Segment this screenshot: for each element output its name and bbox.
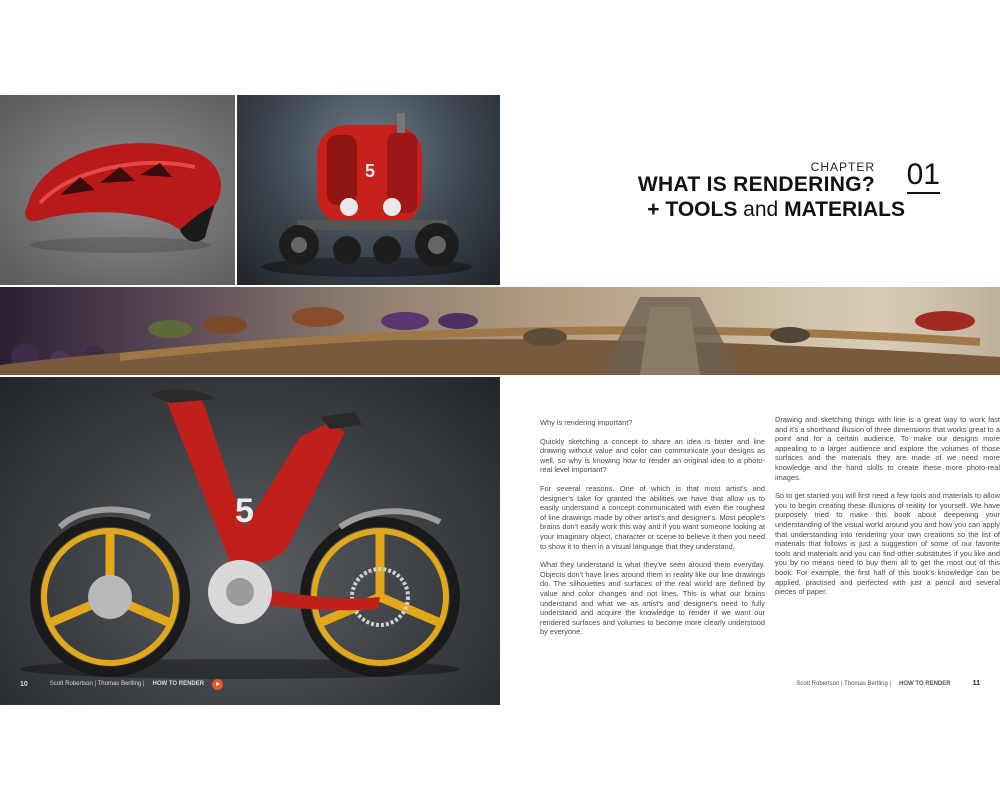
creatures-panorama-image <box>0 287 1000 375</box>
chapter-title-materials: MATERIALS <box>784 198 905 221</box>
robot-number: 5 <box>365 161 376 181</box>
chapter-number: 01 <box>907 160 940 194</box>
body-text-right-column <box>775 415 1000 606</box>
left-page-number: 10 <box>20 680 28 688</box>
right-page-footer <box>796 680 980 687</box>
chapter-heading <box>560 160 950 230</box>
chapter-title-line1: WHAT IS RENDERING? <box>637 173 875 196</box>
right-page-number: 11 <box>972 680 980 687</box>
bike-number: 5 <box>235 492 254 530</box>
footer-book-title-left: HOW TO RENDER <box>152 681 205 687</box>
footer-authors-left: Scott Robertson | Thomas Bertling | <box>49 681 145 687</box>
footer-authors-right: Scott Robertson | Thomas Bertling | <box>796 680 892 687</box>
book-spread <box>0 95 1000 705</box>
robot-vehicle-image <box>237 95 500 285</box>
body-paragraph: Why is rendering important? <box>540 418 633 427</box>
chapter-title-line2 <box>647 198 905 222</box>
body-paragraph: Drawing and sketching things with line is a great way to work fast and it's a shorthand illusion of three dimensions that works great to a point and for a certain audience. To make our designs more appealing to a larger audience and explore the volumes of those surfaces and the materials they are made of we need more knowledge and the hand skills to create these more photo-real images. <box>775 415 1000 482</box>
racing-creatures-panorama-icon <box>0 287 1000 375</box>
bike-helmet-image <box>0 95 235 285</box>
footer-book-title-right: HOW TO RENDER <box>899 680 951 687</box>
body-text-left-column <box>540 418 765 646</box>
body-paragraph: Quickly sketching a concept to share an idea is faster and line drawing without value and color can communicate your designs as well, so why is knowing how to render an original idea to a photo-real level important? <box>540 436 765 475</box>
left-page-footer <box>20 677 223 691</box>
red-concept-bicycle-render-icon <box>0 377 500 705</box>
chapter-label: CHAPTER <box>810 160 875 174</box>
chapter-title-and: and <box>737 198 785 221</box>
concept-bike-image <box>0 377 500 705</box>
bike-helmet-render-icon <box>0 95 235 285</box>
body-paragraph: What they understand is what they've seen around them everyday. Objects don't have lines around them in reality like our line drawings do. The silhouettes and surfaces of the real world are defined by value and color changes and not lines. This is what our brains understand and what we as artist's and designer's need to fully understand and acquire the knowledge to render if we want our rendered surfaces and volumes to become more clearly understood by everyone. <box>540 560 765 637</box>
body-paragraph: So to get started you will first need a few tools and materials to allow you to begin creating these illusions of reality for yourself. We have purposely tried to make this book about deepening your understanding of the visual world around you and how you can apply that understanding into rendering your own creations so the list of materials that follows is just a suggestion of some of our favorite tools and materials and you can find other substitutes if you like and you by no means need to buy them all to get the most out of this book. For example, the first half of this book's knowledge can be applied, practised and perfected with just a pencil and several pieces of paper. <box>775 491 1000 597</box>
chapter-title-tools: + TOOLS <box>647 198 738 221</box>
play-icon <box>212 679 223 690</box>
body-paragraph: For several reasons. One of which is that most artist's and designer's take for granted the abilities we have that allow us to easily understand a concept communicated with even the roughest of line drawings made by other artist's and designer's. Most people's brains don't easily work this way and if you want someone looking at your imaginary object, character or scene to believe it then you need to show it to then in a visual language that they understand. <box>540 483 765 551</box>
red-robot-vehicle-render-icon <box>237 95 500 285</box>
